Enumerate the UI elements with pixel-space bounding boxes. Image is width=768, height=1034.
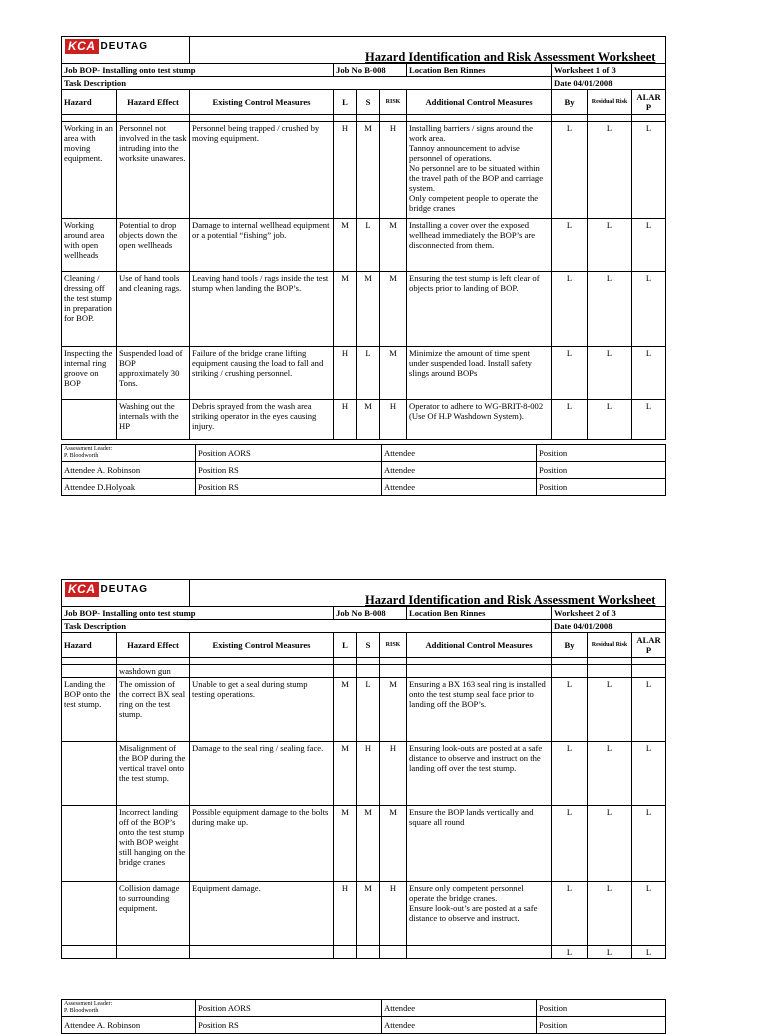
position-blank: Position	[537, 1017, 666, 1034]
col-by: By	[552, 90, 588, 115]
residual-cell: L	[588, 946, 632, 959]
col-risk: RISK	[380, 633, 407, 658]
col-by: By	[552, 633, 588, 658]
worksheet-title: Hazard Identification and Risk Assessment Worksheet	[190, 580, 666, 607]
existing-controls-cell: Damage to the seal ring / sealing face.	[190, 742, 334, 806]
col-hazard-effect: Hazard Effect	[117, 90, 190, 115]
date: Date 04/01/2008	[552, 620, 666, 633]
position-rs: Position RS	[196, 1017, 382, 1034]
additional-controls-cell: Installing barriers / signs around the work area. Tannoy announcement to advise personnel of operations. No personnel are to be situated within the travel path of the BOP and carriage system. Only competent people to operate the bridge cranes	[407, 122, 552, 219]
col-likelihood: L	[334, 633, 357, 658]
hazard-cell: Working around area with open wellheads	[62, 219, 117, 272]
alarp-cell: L	[632, 806, 666, 882]
assessment-leader: Assessment Leader: P. Bloodworth	[62, 445, 196, 462]
risk-cell: M	[380, 806, 407, 882]
existing-controls-cell: Personnel being trapped / crushed by moving equipment.	[190, 122, 334, 219]
hazard-effect-cell: Incorrect landing off of the BOP’s onto the test stump with BOP weight still hanging on the bridge cranes	[117, 806, 190, 882]
risk-cell: M	[380, 678, 407, 742]
risk-cell: H	[380, 400, 407, 440]
severity-cell: L	[357, 678, 380, 742]
existing-controls-cell: Failure of the bridge crane lifting equipment causing the load to fall and striking / crushing personnel.	[190, 347, 334, 400]
alarp-cell: L	[632, 882, 666, 946]
logo-cell	[62, 37, 190, 64]
residual-cell: L	[588, 122, 632, 219]
existing-controls-cell: Debris sprayed from the wash area striking operator in the eyes causing injury.	[190, 400, 334, 440]
severity-cell: M	[357, 272, 380, 347]
severity-cell: L	[357, 219, 380, 272]
position-aors: Position AORS	[196, 1000, 382, 1017]
risk-cell: H	[380, 882, 407, 946]
col-residual-risk: Residual Risk	[588, 633, 632, 658]
likelihood-cell: M	[334, 742, 357, 806]
task-description: Task Description	[62, 77, 552, 90]
additional-controls-cell: Ensuring a BX 163 seal ring is installed onto the test stump seal face prior to landing off the BOP’s.	[407, 678, 552, 742]
hazard-effect-cell: Potential to drop objects down the open wellheads	[117, 219, 190, 272]
by-cell: L	[552, 400, 588, 440]
table-row	[62, 400, 666, 440]
worksheet-table-1	[61, 36, 666, 440]
hazard-effect-cell: The omission of the correct BX seal ring on the test stump.	[117, 678, 190, 742]
table-row	[62, 122, 666, 219]
kca-deutag-logo: KCA DEUTAG	[65, 39, 148, 54]
additional-controls-cell: Ensure the BOP lands vertically and square all round	[407, 806, 552, 882]
col-alarp: ALAR P	[632, 633, 666, 658]
by-cell: L	[552, 882, 588, 946]
hazard-cell: Working in an area with moving equipment.	[62, 122, 117, 219]
risk-cell: H	[380, 742, 407, 806]
likelihood-cell: H	[334, 347, 357, 400]
location: Location Ben Rinnes	[407, 64, 552, 77]
likelihood-cell: M	[334, 272, 357, 347]
col-alarp: ALAR P	[632, 90, 666, 115]
hazard-effect-cell: Use of hand tools and cleaning rags.	[117, 272, 190, 347]
alarp-cell: L	[632, 122, 666, 219]
additional-controls-cell: Minimize the amount of time spent under suspended load. Install safety slings around BOPs	[407, 347, 552, 400]
job-title: Job BOP- Installing onto test stump	[62, 607, 334, 620]
continuation-row	[62, 665, 666, 678]
attendee-blank: Attendee	[382, 1017, 537, 1034]
col-hazard-effect: Hazard Effect	[117, 633, 190, 658]
attendee-blank: Attendee	[382, 445, 537, 462]
likelihood-cell: H	[334, 122, 357, 219]
risk-cell: H	[380, 122, 407, 219]
existing-controls-cell: Possible equipment damage to the bolts during make up.	[190, 806, 334, 882]
additional-controls-cell: Ensure only competent personnel operate the bridge cranes. Ensure look-out’s are posted at a safe distance to observe and instruct.	[407, 882, 552, 946]
by-cell: L	[552, 946, 588, 959]
hazard-cell	[62, 882, 117, 946]
attendees-table-2	[61, 999, 666, 1034]
existing-controls-cell: Equipment damage.	[190, 882, 334, 946]
additional-controls-cell: Installing a cover over the exposed wellhead immediately the BOP’s are disconnected from them.	[407, 219, 552, 272]
existing-controls-cell: Leaving hand tools / rags inside the test stump when landing the BOP’s.	[190, 272, 334, 347]
likelihood-cell: M	[334, 219, 357, 272]
risk-cell: M	[380, 219, 407, 272]
alarp-cell: L	[632, 946, 666, 959]
attendee-blank: Attendee	[382, 479, 537, 496]
residual-cell: L	[588, 806, 632, 882]
location: Location Ben Rinnes	[407, 607, 552, 620]
additional-controls-cell: Ensuring the test stump is left clear of objects prior to landing of BOP.	[407, 272, 552, 347]
table-row	[62, 272, 666, 347]
risk-cell: M	[380, 272, 407, 347]
table-row	[62, 946, 666, 959]
residual-cell: L	[588, 742, 632, 806]
position-blank: Position	[537, 479, 666, 496]
job-number: Job No B-008	[334, 64, 407, 77]
col-additional-controls: Additional Control Measures	[407, 633, 552, 658]
date: Date 04/01/2008	[552, 77, 666, 90]
position-aors: Position AORS	[196, 445, 382, 462]
worksheet-number: Worksheet 2 of 3	[552, 607, 666, 620]
hazard-cell	[62, 400, 117, 440]
by-cell: L	[552, 347, 588, 400]
table-row	[62, 347, 666, 400]
severity-cell: M	[357, 122, 380, 219]
position-blank: Position	[537, 445, 666, 462]
severity-cell: M	[357, 400, 380, 440]
table-row	[62, 678, 666, 742]
by-cell: L	[552, 219, 588, 272]
col-additional-controls: Additional Control Measures	[407, 90, 552, 115]
worksheet-number: Worksheet 1 of 3	[552, 64, 666, 77]
residual-cell: L	[588, 219, 632, 272]
likelihood-cell: H	[334, 882, 357, 946]
worksheet-page-2	[61, 579, 665, 1034]
residual-cell: L	[588, 678, 632, 742]
position-blank: Position	[537, 462, 666, 479]
hazard-effect-cell: Collision damage to surrounding equipment.	[117, 882, 190, 946]
severity-cell: M	[357, 806, 380, 882]
table-row	[62, 882, 666, 946]
existing-controls-cell: Damage to internal wellhead equipment or a potential “fishing” job.	[190, 219, 334, 272]
col-severity: S	[357, 633, 380, 658]
by-cell: L	[552, 272, 588, 347]
alarp-cell: L	[632, 678, 666, 742]
by-cell: L	[552, 806, 588, 882]
attendee-holyoak: Attendee D.Holyoak	[62, 479, 196, 496]
assessment-leader: Assessment Leader: P. Bloodworth	[62, 1000, 196, 1017]
task-description: Task Description	[62, 620, 552, 633]
attendee-robinson: Attendee A. Robinson	[62, 462, 196, 479]
kca-deutag-logo: KCA DEUTAG	[65, 582, 148, 597]
col-hazard: Hazard	[62, 633, 117, 658]
position-rs: Position RS	[196, 462, 382, 479]
alarp-cell: L	[632, 347, 666, 400]
worksheet-title: Hazard Identification and Risk Assessment Worksheet	[190, 37, 666, 64]
hazard-effect-cell: Suspended load of BOP approximately 30 Tons.	[117, 347, 190, 400]
col-existing-controls: Existing Control Measures	[190, 633, 334, 658]
alarp-cell: L	[632, 272, 666, 347]
hazard-cell	[62, 806, 117, 882]
continuation-text: washdown gun	[117, 665, 190, 678]
residual-cell: L	[588, 882, 632, 946]
likelihood-cell: H	[334, 400, 357, 440]
col-risk: RISK	[380, 90, 407, 115]
attendee-robinson: Attendee A. Robinson	[62, 1017, 196, 1034]
alarp-cell: L	[632, 742, 666, 806]
col-hazard: Hazard	[62, 90, 117, 115]
position-blank: Position	[537, 1000, 666, 1017]
residual-cell: L	[588, 272, 632, 347]
col-severity: S	[357, 90, 380, 115]
likelihood-cell: M	[334, 678, 357, 742]
additional-controls-cell: Operator to adhere to WG-BRIT-8-002 (Use Of H.P Washdown System).	[407, 400, 552, 440]
worksheet-table-2	[61, 579, 666, 959]
col-likelihood: L	[334, 90, 357, 115]
by-cell: L	[552, 742, 588, 806]
attendees-table-1	[61, 444, 666, 496]
by-cell: L	[552, 678, 588, 742]
hazard-effect-cell: Misalignment of the BOP during the vertical travel onto the test stump.	[117, 742, 190, 806]
residual-cell: L	[588, 347, 632, 400]
col-existing-controls: Existing Control Measures	[190, 90, 334, 115]
hazard-cell: Cleaning / dressing off the test stump in preparation for BOP.	[62, 272, 117, 347]
severity-cell: M	[357, 882, 380, 946]
additional-controls-cell: Ensuring look-outs are posted at a safe distance to observe and instruct on the landing off over the test stump.	[407, 742, 552, 806]
likelihood-cell: M	[334, 806, 357, 882]
col-residual-risk: Residual Risk	[588, 90, 632, 115]
hazard-effect-cell: Personnel not involved in the task intruding into the worksite unawares.	[117, 122, 190, 219]
hazard-cell: Landing the BOP onto the test stump.	[62, 678, 117, 742]
table-row	[62, 806, 666, 882]
severity-cell: H	[357, 742, 380, 806]
table-row	[62, 742, 666, 806]
logo-cell	[62, 580, 190, 607]
residual-cell: L	[588, 400, 632, 440]
severity-cell: L	[357, 347, 380, 400]
by-cell: L	[552, 122, 588, 219]
hazard-cell: Inspecting the internal ring groove on BOP	[62, 347, 117, 400]
existing-controls-cell: Unable to get a seal during stump testing operations.	[190, 678, 334, 742]
alarp-cell: L	[632, 400, 666, 440]
job-title: Job BOP- Installing onto test stump	[62, 64, 334, 77]
worksheet-page-1	[61, 36, 665, 496]
alarp-cell: L	[632, 219, 666, 272]
position-rs: Position RS	[196, 479, 382, 496]
table-row	[62, 219, 666, 272]
attendee-blank: Attendee	[382, 462, 537, 479]
attendee-blank: Attendee	[382, 1000, 537, 1017]
hazard-cell	[62, 742, 117, 806]
job-number: Job No B-008	[334, 607, 407, 620]
risk-cell: M	[380, 347, 407, 400]
hazard-effect-cell: Washing out the internals with the HP	[117, 400, 190, 440]
